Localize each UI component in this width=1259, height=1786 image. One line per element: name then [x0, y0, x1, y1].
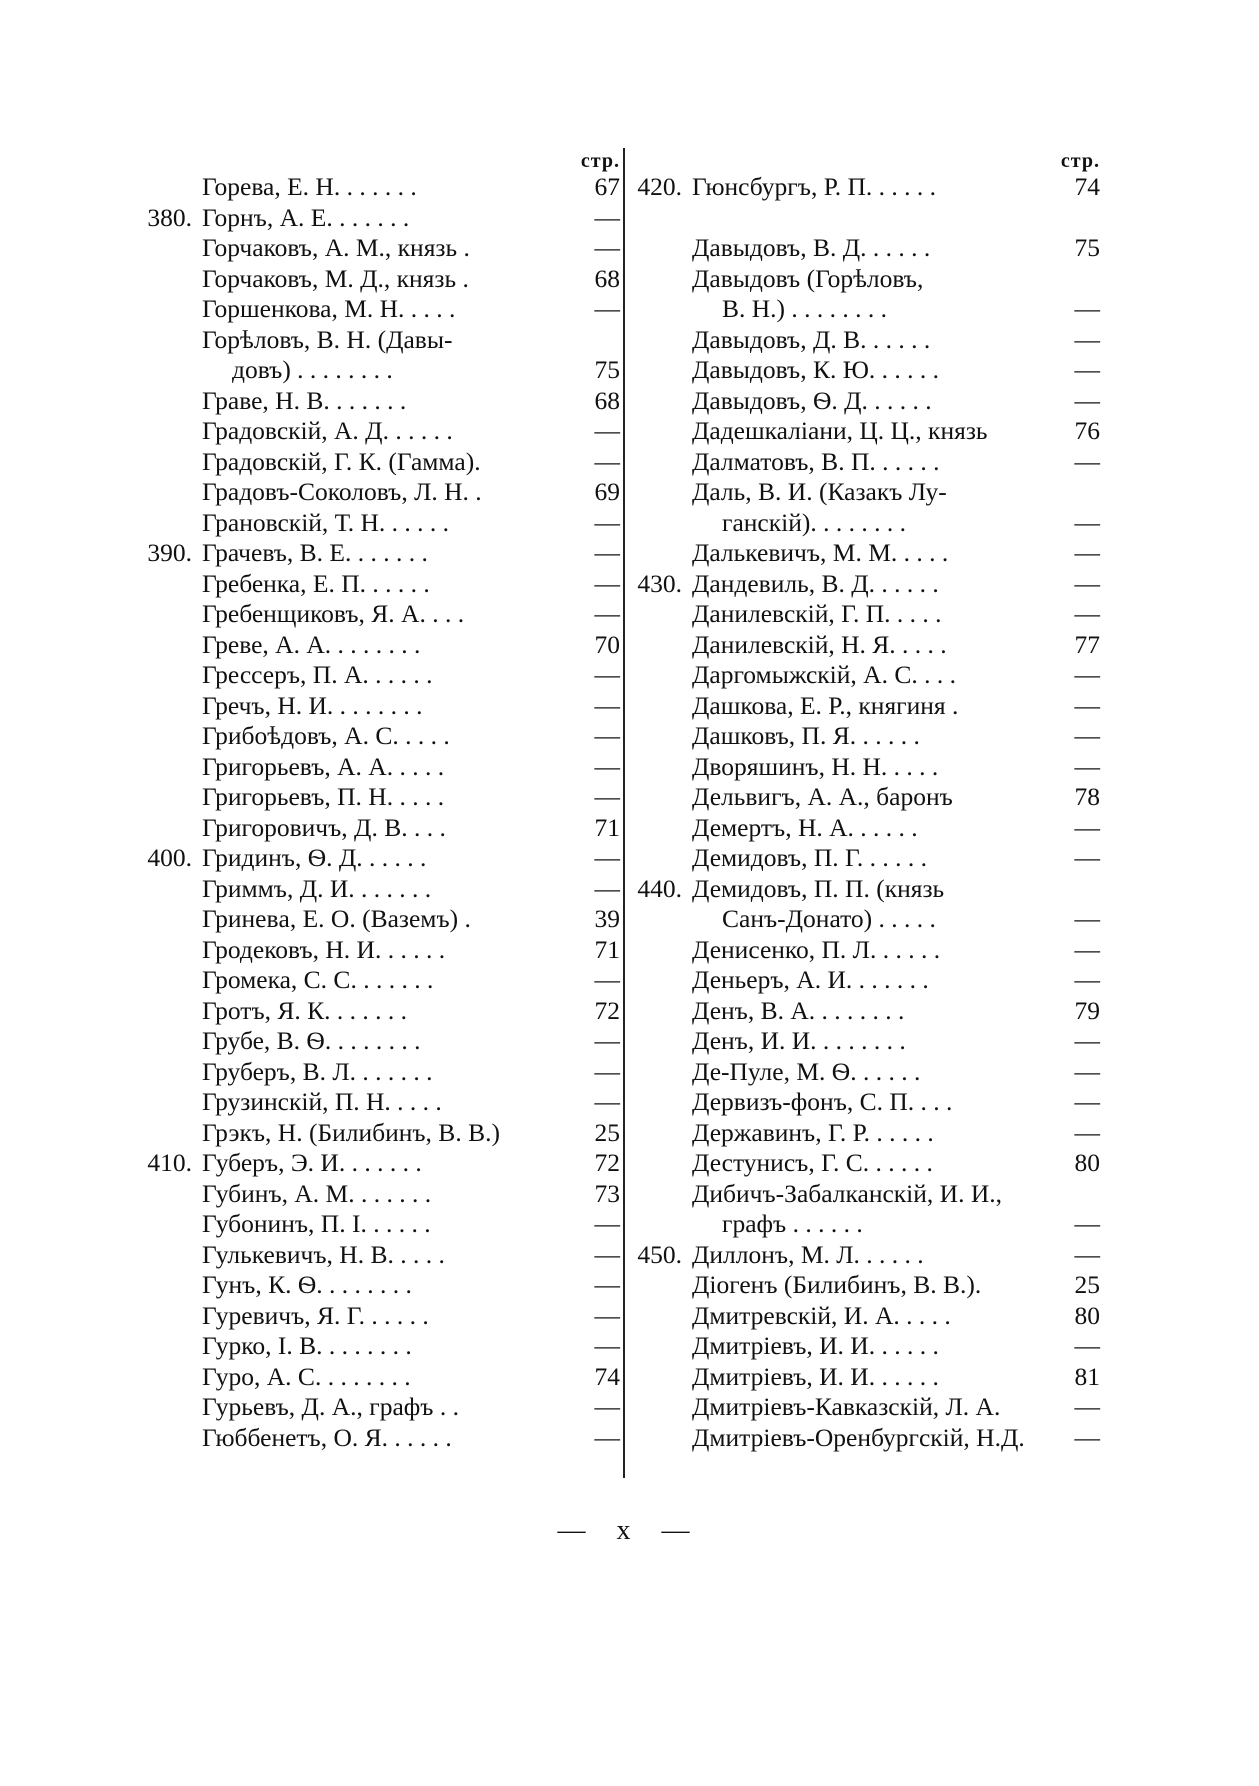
- index-entry: [630, 721, 1100, 752]
- entry-page: 70: [594, 629, 620, 659]
- entry-page: 78: [1074, 782, 1100, 811]
- index-column-left: [140, 150, 620, 1453]
- entry-page: —: [594, 1209, 620, 1238]
- index-entry: [140, 1331, 620, 1362]
- entry-page: —: [594, 202, 620, 232]
- entry-name: Давыдовъ, Д. В. . . . . .: [692, 324, 931, 354]
- entry-name: Гурьевъ, Д. А., графъ . .: [202, 1392, 459, 1421]
- entry-name: Дмитріевъ-Кавказскій, Л. А.: [692, 1392, 1001, 1421]
- entry-name: Горева, Е. Н. . . . . . .: [202, 172, 417, 201]
- index-entry: [630, 1148, 1100, 1179]
- entry-page: —: [1074, 1087, 1100, 1116]
- entry-page: —: [594, 568, 620, 598]
- index-entry: [140, 538, 620, 569]
- entry-page: —: [1074, 1239, 1100, 1269]
- entry-name: Грановскій, Т. Н. . . . . .: [202, 507, 449, 537]
- entry-page: —: [1074, 1422, 1100, 1452]
- entry-name: Грузинскій, П. Н. . . . .: [202, 1087, 442, 1116]
- entry-name: Де-Пуле, М. Ѳ. . . . . .: [692, 1056, 921, 1086]
- entry-page: —: [1074, 1209, 1100, 1238]
- entry-page: —: [594, 416, 620, 445]
- entry-name: Дандевиль, В. Д. . . . . .: [692, 568, 939, 598]
- index-entry: [630, 233, 1100, 264]
- entry-name: Горшенкова, М. Н. . . . .: [202, 294, 456, 323]
- index-entry: [140, 599, 620, 630]
- entry-name: Горѣловъ, В. Н. (Давы-: [202, 324, 453, 354]
- entry-page: —: [1074, 538, 1100, 567]
- entry-page: —: [594, 1300, 620, 1330]
- entry-page: —: [594, 843, 620, 872]
- entry-name: Гуревичъ, Я. Г. . . . . .: [202, 1300, 429, 1330]
- page-footer-number: — x —: [557, 1515, 702, 1546]
- index-entry: [140, 1026, 620, 1057]
- index-entry: [630, 782, 1100, 813]
- entry-number: 390.: [147, 538, 192, 567]
- entry-name: Гунъ, К. Ѳ. . . . . . . .: [202, 1270, 412, 1299]
- index-entry: [630, 508, 1100, 539]
- entry-name: Дашкова, Е. Р., княгиня .: [692, 690, 959, 720]
- entry-name: ганскій). . . . . . . .: [722, 507, 906, 537]
- entry-page: —: [1074, 294, 1100, 323]
- index-entry: [630, 416, 1100, 447]
- entry-name: Демертъ, Н. А. . . . . .: [692, 812, 918, 842]
- entry-name: Григоровичъ, Д. В. . . .: [202, 812, 446, 842]
- index-entry: [630, 630, 1100, 661]
- index-entry: [140, 477, 620, 508]
- entry-page: —: [594, 294, 620, 323]
- entry-page: —: [1074, 965, 1100, 994]
- index-entry: [140, 355, 620, 386]
- entry-page: 74: [594, 1361, 620, 1391]
- entry-name: В. Н.) . . . . . . . .: [722, 294, 888, 323]
- entry-page: —: [1074, 812, 1100, 842]
- entry-page: —: [1074, 721, 1100, 750]
- entry-page: 25: [594, 1117, 620, 1147]
- entry-page: —: [594, 660, 620, 689]
- index-entry: [630, 264, 1100, 295]
- index-entry: [140, 1057, 620, 1088]
- index-entry: [140, 1087, 620, 1118]
- index-entry: [630, 1423, 1100, 1454]
- entry-name: Губонинъ, П. І. . . . . .: [202, 1209, 431, 1238]
- entry-page: —: [594, 507, 620, 537]
- index-entry: [140, 996, 620, 1027]
- entry-page: —: [1074, 1117, 1100, 1147]
- entry-page: —: [594, 690, 620, 720]
- index-entry: [630, 1331, 1100, 1362]
- entry-name: Горчаковъ, М. Д., князь .: [202, 263, 469, 293]
- index-entry: [140, 447, 620, 478]
- entry-name: Деньеръ, А. И. . . . . . .: [692, 965, 929, 994]
- page-column-header: стр.: [1060, 150, 1100, 172]
- entry-name: Гриммъ, Д. И. . . . . . .: [202, 873, 432, 903]
- entry-page: —: [594, 751, 620, 781]
- entry-name: Градовскій, А. Д. . . . . .: [202, 416, 453, 445]
- entry-page: —: [594, 446, 620, 476]
- index-entry: [140, 630, 620, 661]
- index-entry: [630, 813, 1100, 844]
- entry-page: —: [594, 599, 620, 628]
- entry-page: —: [1074, 904, 1100, 933]
- entry-page: —: [1074, 843, 1100, 872]
- entry-name: Дашковъ, П. Я. . . . . .: [692, 721, 920, 750]
- entry-name: Далькевичъ, М. М. . . . .: [692, 538, 949, 567]
- index-entry: [140, 721, 620, 752]
- index-entry: [140, 203, 620, 234]
- entry-page: —: [1074, 690, 1100, 720]
- page-column-header: стр.: [580, 150, 620, 172]
- entry-name: Гурко, І. В. . . . . . . .: [202, 1331, 412, 1360]
- column-divider: [623, 148, 625, 1478]
- entry-page: —: [1074, 660, 1100, 689]
- entry-name: Гречъ, Н. И. . . . . . . .: [202, 690, 423, 720]
- entry-page: —: [594, 1056, 620, 1086]
- entry-page: —: [1074, 1026, 1100, 1055]
- index-entry: [630, 1301, 1100, 1332]
- index-entry: [140, 1301, 620, 1332]
- entry-name: Давыдовъ, В. Д. . . . . .: [692, 233, 931, 262]
- index-entry: [140, 264, 620, 295]
- entry-page: —: [594, 965, 620, 994]
- entry-name: Греве, А. А. . . . . . . .: [202, 629, 421, 659]
- entry-name: Гротъ, Я. К. . . . . . .: [202, 995, 408, 1025]
- entries-list-right: [630, 172, 1100, 1453]
- entry-page: 75: [594, 355, 620, 384]
- entry-page: —: [1074, 446, 1100, 476]
- entry-page: —: [594, 1392, 620, 1421]
- entry-name: Гуро, А. С. . . . . . . .: [202, 1361, 411, 1391]
- index-entry: [140, 752, 620, 783]
- entry-page: 76: [1074, 416, 1100, 445]
- entry-name: довъ) . . . . . . . .: [232, 355, 393, 384]
- index-entry: [140, 874, 620, 905]
- entry-name: Даль, В. И. (Казакъ Лу-: [692, 477, 947, 506]
- index-entry: [630, 1392, 1100, 1423]
- entry-name: Дадешкаліани, Ц. Ц., князь: [692, 416, 988, 445]
- index-entry: [630, 1179, 1100, 1210]
- entry-page: —: [1074, 1392, 1100, 1421]
- entry-name: Гулькевичъ, Н. В. . . . .: [202, 1239, 445, 1269]
- entry-name: Груберъ, В. Л. . . . . . .: [202, 1056, 433, 1086]
- index-entry: [630, 843, 1100, 874]
- entry-name: Граве, Н. В. . . . . . .: [202, 385, 407, 415]
- entry-name: Дворяшинъ, Н. Н. . . . .: [692, 751, 939, 781]
- index-entry: [140, 1240, 620, 1271]
- entry-name: Губинъ, А. М. . . . . . .: [202, 1178, 432, 1208]
- entry-name: Дмитріевъ-Оренбургскій, Н.Д.: [692, 1422, 1025, 1452]
- entry-page: 69: [594, 477, 620, 506]
- index-entry: [630, 935, 1100, 966]
- entry-name: Грачевъ, В. Е. . . . . . .: [202, 538, 428, 567]
- entries-list-left: [140, 172, 620, 1453]
- entry-page: —: [594, 1239, 620, 1269]
- entry-page: —: [594, 233, 620, 262]
- entry-name: Денъ, И. И. . . . . . . .: [692, 1026, 906, 1055]
- entry-page: —: [594, 1087, 620, 1116]
- entry-name: Губеръ, Э. И. . . . . . .: [202, 1148, 422, 1177]
- entry-page: 68: [594, 263, 620, 293]
- entry-page: 74: [1074, 172, 1100, 201]
- entry-name: Данилевскій, Н. Я. . . . .: [692, 629, 947, 659]
- index-entry: [630, 1118, 1100, 1149]
- entry-name: Градовскій, Г. К. (Гамма).: [202, 446, 481, 476]
- entry-name: Грессеръ, П. А. . . . . .: [202, 660, 433, 689]
- index-entry: [630, 569, 1100, 600]
- entry-name: Диллонъ, М. Л. . . . . .: [692, 1239, 924, 1269]
- entry-page: —: [1074, 934, 1100, 964]
- entry-name: Дервизъ-фонъ, С. П. . . .: [692, 1087, 953, 1116]
- entry-page: —: [1074, 355, 1100, 384]
- entry-name: Градовъ-Соколовъ, Л. Н. .: [202, 477, 482, 506]
- index-entry: [140, 660, 620, 691]
- entry-page: —: [594, 721, 620, 750]
- index-entry: [140, 782, 620, 813]
- index-entry: [630, 294, 1100, 325]
- entry-name: Горнъ, А. Е. . . . . . .: [202, 202, 410, 232]
- index-entry: [630, 904, 1100, 935]
- entry-name: Державинъ, Г. Р. . . . . .: [692, 1117, 934, 1147]
- index-entry: [140, 843, 620, 874]
- entry-page: 72: [594, 995, 620, 1025]
- entry-page: —: [1074, 507, 1100, 537]
- entry-name: Дибичъ-Забалканскій, И. И.,: [692, 1178, 1002, 1208]
- index-entry: [630, 1270, 1100, 1301]
- index-entry: [630, 691, 1100, 722]
- entry-page: 71: [594, 812, 620, 842]
- entry-name: Дмитревскій, И. А. . . . .: [692, 1300, 951, 1330]
- entry-number: 410.: [147, 1148, 192, 1177]
- entry-page: 73: [594, 1178, 620, 1208]
- entry-page: —: [1074, 568, 1100, 598]
- entry-name: графъ . . . . . .: [722, 1209, 863, 1238]
- list-spacer: [630, 203, 1100, 234]
- index-entry: [140, 172, 620, 203]
- entry-name: Гюнсбургъ, Р. П. . . . . .: [692, 172, 936, 201]
- index-entry: [140, 294, 620, 325]
- entry-page: —: [1074, 1056, 1100, 1086]
- entry-page: —: [1074, 1331, 1100, 1360]
- entry-page: 80: [1074, 1148, 1100, 1177]
- entry-name: Громека, С. С. . . . . . .: [202, 965, 434, 994]
- entry-name: Даргомыжскій, А. С. . . .: [692, 660, 956, 689]
- index-entry: [630, 1026, 1100, 1057]
- entry-name: Давыдовъ (Горѣловъ,: [692, 263, 924, 293]
- entry-name: Далматовъ, В. П. . . . . .: [692, 446, 940, 476]
- entry-page: 75: [1074, 233, 1100, 262]
- entry-page: 67: [594, 172, 620, 201]
- entry-name: Грибоѣдовъ, А. С. . . . .: [202, 721, 450, 750]
- entry-name: Дмитріевъ, И. И. . . . . .: [692, 1361, 939, 1391]
- entry-page: 25: [1074, 1270, 1100, 1299]
- index-entry: [140, 1148, 620, 1179]
- entry-name: Гриневa, Е. О. (Ваземъ) .: [202, 904, 471, 933]
- index-entry: [140, 1118, 620, 1149]
- index-entry: [140, 233, 620, 264]
- index-entry: [140, 1179, 620, 1210]
- entry-page: —: [594, 1422, 620, 1452]
- entry-name: Давыдовъ, Ѳ. Д. . . . . .: [692, 385, 932, 415]
- index-entry: [140, 935, 620, 966]
- entry-page: —: [594, 1331, 620, 1360]
- entry-name: Григорьевъ, П. Н. . . . .: [202, 782, 445, 811]
- entry-number: 440.: [637, 873, 682, 903]
- index-entry: [630, 477, 1100, 508]
- entry-page: —: [594, 782, 620, 811]
- entry-name: Денъ, В. А. . . . . . . .: [692, 995, 905, 1025]
- index-entry: [140, 1362, 620, 1393]
- index-entry: [140, 904, 620, 935]
- index-entry: [140, 965, 620, 996]
- entry-name: Демидовъ, П. Г. . . . . .: [692, 843, 928, 872]
- entry-page: 80: [1074, 1300, 1100, 1330]
- entry-name: Григорьевъ, А. А. . . . .: [202, 751, 445, 781]
- index-entry: [630, 386, 1100, 417]
- index-entry: [140, 813, 620, 844]
- index-entry: [140, 1392, 620, 1423]
- entry-name: Санъ-Донато) . . . . .: [722, 904, 936, 933]
- index-entry: [630, 660, 1100, 691]
- index-entry: [630, 1362, 1100, 1393]
- entry-name: Дестунисъ, Г. С. . . . . .: [692, 1148, 933, 1177]
- entry-number: 450.: [637, 1239, 682, 1269]
- entry-page: 81: [1074, 1361, 1100, 1391]
- index-entry: [630, 965, 1100, 996]
- index-entry: [140, 691, 620, 722]
- index-entry: [630, 1057, 1100, 1088]
- entry-page: —: [1074, 324, 1100, 354]
- entry-number: 380.: [147, 202, 192, 232]
- index-entry: [630, 752, 1100, 783]
- entry-page: 79: [1074, 995, 1100, 1025]
- entry-name: Дмитріевъ, И. И. . . . . .: [692, 1331, 939, 1360]
- index-entry: [630, 325, 1100, 356]
- entry-page: 72: [594, 1148, 620, 1177]
- index-entry: [140, 416, 620, 447]
- index-entry: [630, 447, 1100, 478]
- entry-name: Гридинъ, Ѳ. Д. . . . . .: [202, 843, 427, 872]
- entry-name: Данилевскій, Г. П. . . . .: [692, 599, 942, 628]
- index-entry: [140, 325, 620, 356]
- entry-page: —: [1074, 599, 1100, 628]
- entry-name: Гродековъ, Н. И. . . . . .: [202, 934, 446, 964]
- entry-page: 77: [1074, 629, 1100, 659]
- index-entry: [630, 1087, 1100, 1118]
- entry-name: Діогенъ (Билибинъ, В. В.).: [692, 1270, 982, 1299]
- entry-name: Демидовъ, П. П. (князь: [692, 873, 945, 903]
- entry-number: 420.: [637, 172, 682, 201]
- index-entry: [630, 1240, 1100, 1271]
- entry-name: Гюббенетъ, О. Я. . . . . .: [202, 1422, 452, 1452]
- index-entry: [140, 508, 620, 539]
- index-entry: [630, 355, 1100, 386]
- entry-name: Денисенко, П. Л. . . . . .: [692, 934, 941, 964]
- entry-page: 71: [594, 934, 620, 964]
- index-entry: [630, 172, 1100, 203]
- entry-page: —: [1074, 385, 1100, 415]
- index-entry: [140, 1209, 620, 1240]
- entry-number: 430.: [637, 568, 682, 598]
- index-entry: [140, 1270, 620, 1301]
- entry-page: 39: [594, 904, 620, 933]
- index-entry: [630, 874, 1100, 905]
- index-column-right: [630, 150, 1100, 1453]
- entry-name: Гребенщиковъ, Я. А. . . .: [202, 599, 465, 628]
- entry-name: Давыдовъ, К. Ю. . . . . .: [692, 355, 940, 384]
- entry-name: Грэкъ, Н. (Билибинъ, В. В.): [202, 1117, 500, 1147]
- index-entry: [140, 569, 620, 600]
- index-entry: [140, 1423, 620, 1454]
- entry-page: —: [1074, 751, 1100, 781]
- entry-name: Грубе, В. Ѳ. . . . . . . .: [202, 1026, 421, 1055]
- index-entry: [630, 996, 1100, 1027]
- entry-page: —: [594, 538, 620, 567]
- entry-name: Дельвигъ, А. А., баронъ: [692, 782, 953, 811]
- entry-page: —: [594, 873, 620, 903]
- index-entry: [630, 538, 1100, 569]
- entry-name: Гребенка, Е. П. . . . . .: [202, 568, 430, 598]
- entry-name: Горчаковъ, А. М., князь .: [202, 233, 470, 262]
- entry-page: —: [594, 1270, 620, 1299]
- index-entry: [630, 1209, 1100, 1240]
- index-entry: [630, 599, 1100, 630]
- entry-page: —: [594, 1026, 620, 1055]
- index-entry: [140, 386, 620, 417]
- entry-page: 68: [594, 385, 620, 415]
- entry-number: 400.: [147, 843, 192, 872]
